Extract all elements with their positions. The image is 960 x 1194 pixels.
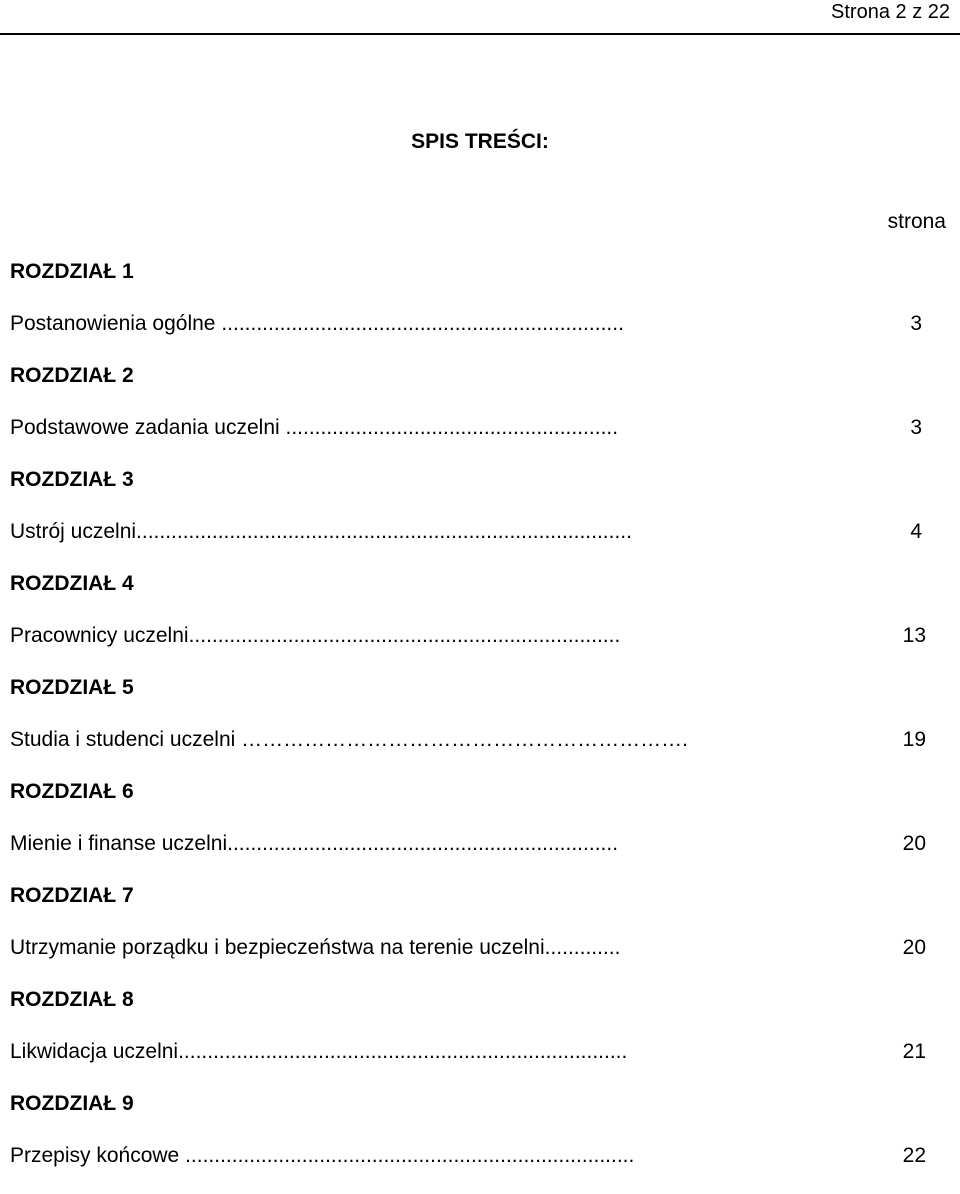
chapter-heading: ROZDZIAŁ 2 bbox=[10, 364, 134, 387]
toc-chapter bbox=[10, 570, 950, 674]
chapter-heading: ROZDZIAŁ 6 bbox=[10, 780, 134, 803]
entry-title: Podstawowe zadania uczelni ......................................................... bbox=[10, 416, 619, 439]
page-number: Strona 2 z 22 bbox=[831, 1, 950, 23]
toc-chapter bbox=[10, 778, 950, 882]
entry-page-number: 19 bbox=[902, 728, 926, 751]
entry-title: Pracownicy uczelni.......................................................................... bbox=[10, 624, 621, 647]
entry-page-number: 20 bbox=[902, 936, 926, 959]
page-column-label: strona bbox=[887, 210, 946, 233]
toc-entry[interactable] bbox=[10, 934, 950, 986]
entry-page-number: 22 bbox=[902, 1144, 926, 1167]
entry-title: Przepisy końcowe ............................................................................. bbox=[10, 1144, 635, 1167]
toc-entry[interactable] bbox=[10, 310, 950, 362]
entry-title: Likwidacja uczelni............................................................................. bbox=[10, 1040, 628, 1063]
entry-page-number: 21 bbox=[902, 1040, 926, 1063]
entry-page-number: 3 bbox=[910, 416, 922, 439]
toc-entry[interactable] bbox=[10, 414, 950, 466]
toc-entry[interactable] bbox=[10, 622, 950, 674]
chapter-heading: ROZDZIAŁ 4 bbox=[10, 572, 134, 595]
toc-entry[interactable] bbox=[10, 1038, 950, 1090]
page-header bbox=[0, 0, 960, 35]
toc-chapter bbox=[10, 1090, 950, 1194]
entry-title: Utrzymanie porządku i bezpieczeństwa na terenie uczelni............. bbox=[10, 936, 621, 959]
entry-page-number: 13 bbox=[902, 624, 926, 647]
toc-chapter bbox=[10, 362, 950, 466]
toc-list bbox=[10, 258, 950, 1194]
entry-page-number: 4 bbox=[910, 520, 922, 543]
toc-chapter bbox=[10, 986, 950, 1090]
toc-chapter bbox=[10, 258, 950, 362]
toc-chapter bbox=[10, 466, 950, 570]
toc-title: SPIS TREŚCI: bbox=[411, 130, 549, 153]
toc-entry[interactable] bbox=[10, 830, 950, 882]
chapter-heading: ROZDZIAŁ 9 bbox=[10, 1092, 134, 1115]
toc-chapter bbox=[10, 674, 950, 778]
toc-entry[interactable] bbox=[10, 1142, 950, 1194]
toc-entry[interactable] bbox=[10, 518, 950, 570]
toc-entry[interactable] bbox=[10, 726, 950, 778]
chapter-heading: ROZDZIAŁ 8 bbox=[10, 988, 134, 1011]
entry-title: Postanowienia ogólne ..................................................................... bbox=[10, 312, 624, 335]
entry-page-number: 3 bbox=[910, 312, 922, 335]
chapter-heading: ROZDZIAŁ 1 bbox=[10, 260, 134, 283]
chapter-heading: ROZDZIAŁ 7 bbox=[10, 884, 134, 907]
entry-page-number: 20 bbox=[902, 832, 926, 855]
chapter-heading: ROZDZIAŁ 5 bbox=[10, 676, 134, 699]
entry-title: Ustrój uczelni..................................................................................... bbox=[10, 520, 632, 543]
toc-chapter bbox=[10, 882, 950, 986]
entry-title: Mienie i finanse uczelni................................................................... bbox=[10, 832, 619, 855]
chapter-heading: ROZDZIAŁ 3 bbox=[10, 468, 134, 491]
entry-title: Studia i studenci uczelni ………………………………………………………. bbox=[10, 728, 688, 751]
